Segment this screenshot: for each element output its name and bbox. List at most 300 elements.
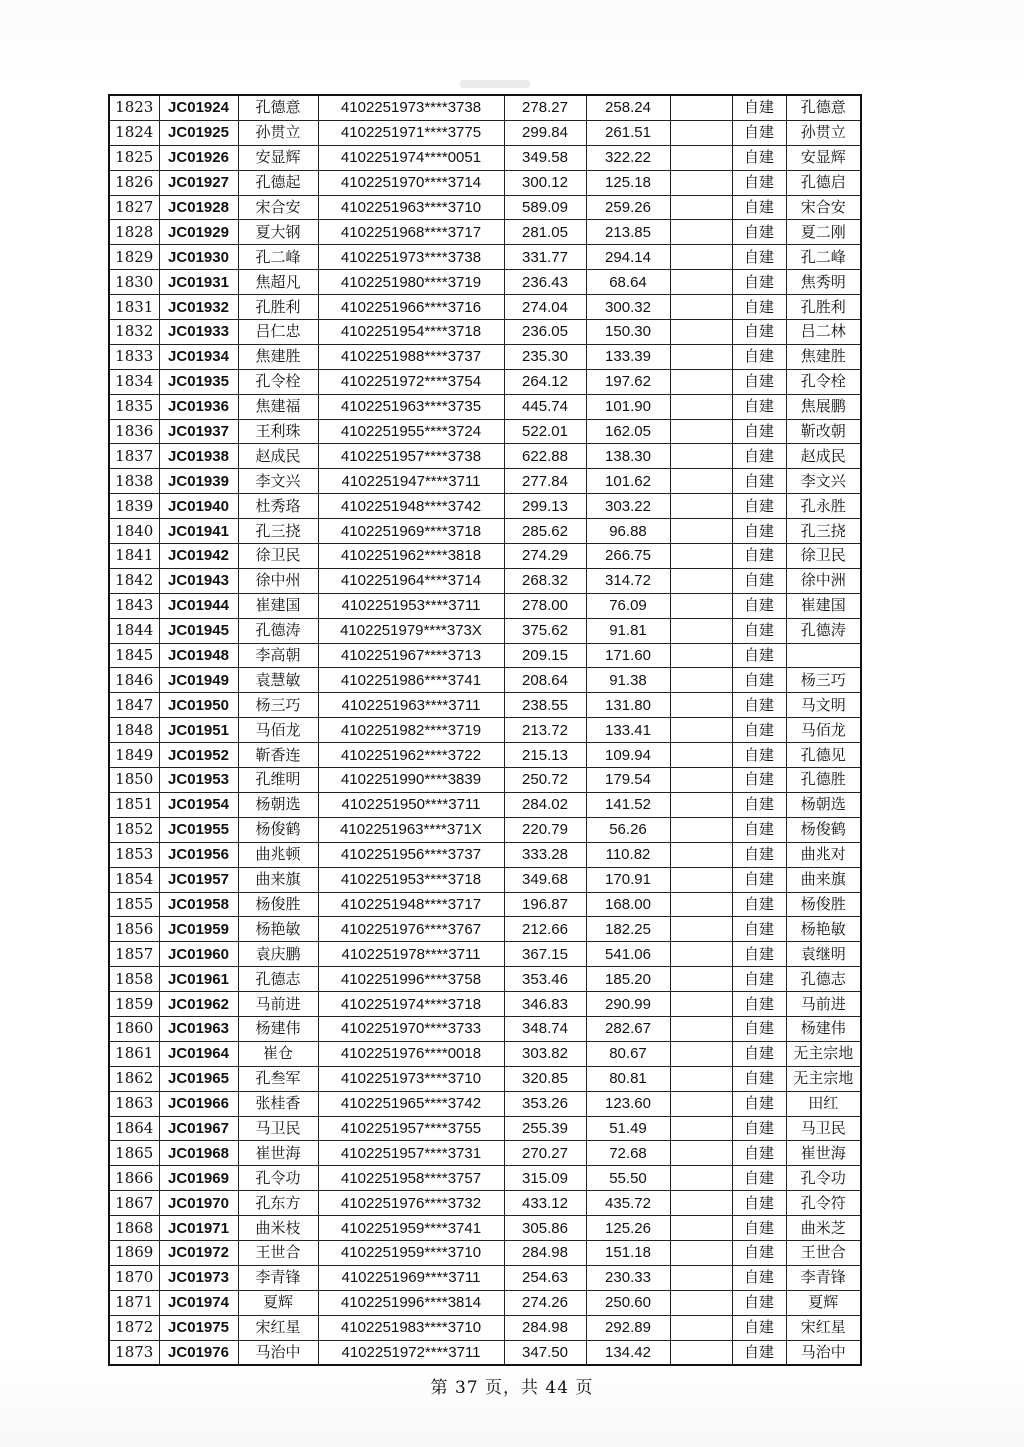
empty-cell xyxy=(670,1016,732,1041)
seq-cell: 1861 xyxy=(109,1041,159,1066)
area-1-cell: 236.05 xyxy=(504,320,586,345)
empty-cell xyxy=(670,892,732,917)
area-2-cell: 141.52 xyxy=(586,792,670,817)
owner-name-cell: 孔令符 xyxy=(786,1191,861,1216)
seq-cell: 1838 xyxy=(109,469,159,494)
parcel-code-cell: JC01951 xyxy=(159,718,238,743)
owner-name-cell: 王世合 xyxy=(786,1240,861,1265)
id-number-cell: 4102251969****3718 xyxy=(318,519,504,544)
id-number-cell: 4102251963****3735 xyxy=(318,394,504,419)
owner-name-cell: 徐中洲 xyxy=(786,568,861,593)
empty-cell xyxy=(670,792,732,817)
id-number-cell: 4102251963****3711 xyxy=(318,693,504,718)
table-row xyxy=(109,1315,861,1340)
seq-cell: 1823 xyxy=(109,95,159,120)
table-row xyxy=(109,469,861,494)
build-type-cell: 自建 xyxy=(732,942,786,967)
owner-name-cell: 孔德见 xyxy=(786,743,861,768)
table-row xyxy=(109,1041,861,1066)
holder-name-cell: 李青锋 xyxy=(238,1265,318,1290)
build-type-cell: 自建 xyxy=(732,95,786,120)
id-number-cell: 4102251955****3724 xyxy=(318,419,504,444)
table-body xyxy=(109,95,861,1365)
id-number-cell: 4102251963****3710 xyxy=(318,195,504,220)
holder-name-cell: 吕仁忠 xyxy=(238,320,318,345)
build-type-cell: 自建 xyxy=(732,1041,786,1066)
page-footer: 第 37 页，共 44 页 xyxy=(430,1378,594,1398)
owner-name-cell: 孔三挠 xyxy=(786,519,861,544)
parcel-code-cell: JC01944 xyxy=(159,593,238,618)
seq-cell: 1870 xyxy=(109,1265,159,1290)
empty-cell xyxy=(670,170,732,195)
owner-name-cell: 吕二林 xyxy=(786,320,861,345)
id-number-cell: 4102251971****3775 xyxy=(318,120,504,145)
build-type-cell: 自建 xyxy=(732,668,786,693)
area-2-cell: 51.49 xyxy=(586,1116,670,1141)
seq-cell: 1853 xyxy=(109,842,159,867)
holder-name-cell: 马佰龙 xyxy=(238,718,318,743)
holder-name-cell: 曲来旗 xyxy=(238,867,318,892)
build-type-cell: 自建 xyxy=(732,1091,786,1116)
empty-cell xyxy=(670,469,732,494)
area-2-cell: 109.94 xyxy=(586,743,670,768)
parcel-code-cell: JC01949 xyxy=(159,668,238,693)
build-type-cell: 自建 xyxy=(732,544,786,569)
id-number-cell: 4102251958****3757 xyxy=(318,1166,504,1191)
table-row xyxy=(109,1091,861,1116)
area-1-cell: 270.27 xyxy=(504,1141,586,1166)
table-row xyxy=(109,95,861,120)
parcel-code-cell: JC01971 xyxy=(159,1216,238,1241)
id-number-cell: 4102251988****3737 xyxy=(318,344,504,369)
id-number-cell: 4102251978****3711 xyxy=(318,942,504,967)
id-number-cell: 4102251976****3767 xyxy=(318,917,504,942)
empty-cell xyxy=(670,320,732,345)
area-1-cell: 353.46 xyxy=(504,967,586,992)
id-number-cell: 4102251948****3742 xyxy=(318,494,504,519)
owner-name-cell: 杨俊鹤 xyxy=(786,817,861,842)
parcel-code-cell: JC01940 xyxy=(159,494,238,519)
id-number-cell: 4102251963****371X xyxy=(318,817,504,842)
holder-name-cell: 孙贯立 xyxy=(238,120,318,145)
holder-name-cell: 孔胜利 xyxy=(238,295,318,320)
seq-cell: 1857 xyxy=(109,942,159,967)
id-number-cell: 4102251979****373X xyxy=(318,618,504,643)
build-type-cell: 自建 xyxy=(732,519,786,544)
empty-cell xyxy=(670,967,732,992)
area-2-cell: 168.00 xyxy=(586,892,670,917)
id-number-cell: 4102251990****3839 xyxy=(318,768,504,793)
area-1-cell: 278.00 xyxy=(504,593,586,618)
seq-cell: 1824 xyxy=(109,120,159,145)
holder-name-cell: 张桂香 xyxy=(238,1091,318,1116)
build-type-cell: 自建 xyxy=(732,1240,786,1265)
area-1-cell: 281.05 xyxy=(504,220,586,245)
owner-name-cell: 无主宗地 xyxy=(786,1041,861,1066)
holder-name-cell: 夏大钢 xyxy=(238,220,318,245)
table-row xyxy=(109,1240,861,1265)
owner-name-cell: 徐卫民 xyxy=(786,544,861,569)
owner-name-cell: 孔令栓 xyxy=(786,369,861,394)
parcel-code-cell: JC01976 xyxy=(159,1340,238,1365)
parcel-code-cell: JC01932 xyxy=(159,295,238,320)
table-row xyxy=(109,668,861,693)
area-1-cell: 445.74 xyxy=(504,394,586,419)
area-2-cell: 138.30 xyxy=(586,444,670,469)
seq-cell: 1851 xyxy=(109,792,159,817)
holder-name-cell: 孔三挠 xyxy=(238,519,318,544)
build-type-cell: 自建 xyxy=(732,320,786,345)
holder-name-cell: 焦建福 xyxy=(238,394,318,419)
area-1-cell: 236.43 xyxy=(504,270,586,295)
owner-name-cell: 孔永胜 xyxy=(786,494,861,519)
area-1-cell: 208.64 xyxy=(504,668,586,693)
table-row xyxy=(109,444,861,469)
owner-name-cell: 崔建国 xyxy=(786,593,861,618)
owner-name-cell: 孔令功 xyxy=(786,1166,861,1191)
area-1-cell: 196.87 xyxy=(504,892,586,917)
owner-name-cell: 马前进 xyxy=(786,992,861,1017)
parcel-code-cell: JC01955 xyxy=(159,817,238,842)
holder-name-cell: 王世合 xyxy=(238,1240,318,1265)
table-row xyxy=(109,593,861,618)
parcel-code-cell: JC01924 xyxy=(159,95,238,120)
scan-smudge xyxy=(460,80,530,88)
area-1-cell: 213.72 xyxy=(504,718,586,743)
holder-name-cell: 马治中 xyxy=(238,1340,318,1365)
area-1-cell: 278.27 xyxy=(504,95,586,120)
seq-cell: 1841 xyxy=(109,544,159,569)
holder-name-cell: 孔东方 xyxy=(238,1191,318,1216)
seq-cell: 1860 xyxy=(109,1016,159,1041)
area-1-cell: 274.26 xyxy=(504,1290,586,1315)
holder-name-cell: 孔德志 xyxy=(238,967,318,992)
parcel-code-cell: JC01972 xyxy=(159,1240,238,1265)
seq-cell: 1835 xyxy=(109,394,159,419)
area-2-cell: 197.62 xyxy=(586,369,670,394)
build-type-cell: 自建 xyxy=(732,369,786,394)
parcel-code-cell: JC01956 xyxy=(159,842,238,867)
empty-cell xyxy=(670,1240,732,1265)
holder-name-cell: 杨俊鹤 xyxy=(238,817,318,842)
seq-cell: 1830 xyxy=(109,270,159,295)
seq-cell: 1831 xyxy=(109,295,159,320)
owner-name-cell: 孔德涛 xyxy=(786,618,861,643)
area-2-cell: 303.22 xyxy=(586,494,670,519)
owner-name-cell: 孔德志 xyxy=(786,967,861,992)
land-roster-table xyxy=(108,94,862,1366)
build-type-cell: 自建 xyxy=(732,842,786,867)
area-1-cell: 285.62 xyxy=(504,519,586,544)
owner-name-cell: 孔二峰 xyxy=(786,245,861,270)
parcel-code-cell: JC01941 xyxy=(159,519,238,544)
seq-cell: 1827 xyxy=(109,195,159,220)
holder-name-cell: 宋合安 xyxy=(238,195,318,220)
empty-cell xyxy=(670,1041,732,1066)
holder-name-cell: 孔令栓 xyxy=(238,369,318,394)
seq-cell: 1843 xyxy=(109,593,159,618)
empty-cell xyxy=(670,1166,732,1191)
area-1-cell: 353.26 xyxy=(504,1091,586,1116)
owner-name-cell: 安显辉 xyxy=(786,145,861,170)
area-2-cell: 294.14 xyxy=(586,245,670,270)
area-2-cell: 541.06 xyxy=(586,942,670,967)
area-2-cell: 91.38 xyxy=(586,668,670,693)
holder-name-cell: 李文兴 xyxy=(238,469,318,494)
seq-cell: 1872 xyxy=(109,1315,159,1340)
parcel-code-cell: JC01967 xyxy=(159,1116,238,1141)
owner-name-cell: 宋红星 xyxy=(786,1315,861,1340)
build-type-cell: 自建 xyxy=(732,743,786,768)
seq-cell: 1828 xyxy=(109,220,159,245)
seq-cell: 1864 xyxy=(109,1116,159,1141)
holder-name-cell: 徐中州 xyxy=(238,568,318,593)
build-type-cell: 自建 xyxy=(732,494,786,519)
table-row xyxy=(109,942,861,967)
build-type-cell: 自建 xyxy=(732,220,786,245)
table-row xyxy=(109,1290,861,1315)
owner-name-cell: 宋合安 xyxy=(786,195,861,220)
parcel-code-cell: JC01929 xyxy=(159,220,238,245)
holder-name-cell: 孔二峰 xyxy=(238,245,318,270)
area-2-cell: 101.90 xyxy=(586,394,670,419)
holder-name-cell: 焦超凡 xyxy=(238,270,318,295)
area-2-cell: 182.25 xyxy=(586,917,670,942)
area-2-cell: 322.22 xyxy=(586,145,670,170)
seq-cell: 1832 xyxy=(109,320,159,345)
id-number-cell: 4102251980****3719 xyxy=(318,270,504,295)
table-row xyxy=(109,1116,861,1141)
empty-cell xyxy=(670,842,732,867)
table-row xyxy=(109,1166,861,1191)
owner-name-cell: 曲来旗 xyxy=(786,867,861,892)
empty-cell xyxy=(670,519,732,544)
build-type-cell: 自建 xyxy=(732,618,786,643)
seq-cell: 1869 xyxy=(109,1240,159,1265)
area-1-cell: 284.98 xyxy=(504,1315,586,1340)
parcel-code-cell: JC01925 xyxy=(159,120,238,145)
seq-cell: 1844 xyxy=(109,618,159,643)
build-type-cell: 自建 xyxy=(732,120,786,145)
owner-name-cell xyxy=(786,643,861,668)
empty-cell xyxy=(670,444,732,469)
area-2-cell: 80.81 xyxy=(586,1066,670,1091)
area-2-cell: 290.99 xyxy=(586,992,670,1017)
holder-name-cell: 马卫民 xyxy=(238,1116,318,1141)
empty-cell xyxy=(670,295,732,320)
build-type-cell: 自建 xyxy=(732,817,786,842)
area-1-cell: 268.32 xyxy=(504,568,586,593)
table-row xyxy=(109,967,861,992)
build-type-cell: 自建 xyxy=(732,1116,786,1141)
parcel-code-cell: JC01970 xyxy=(159,1191,238,1216)
area-2-cell: 435.72 xyxy=(586,1191,670,1216)
seq-cell: 1862 xyxy=(109,1066,159,1091)
id-number-cell: 4102251954****3718 xyxy=(318,320,504,345)
holder-name-cell: 崔世海 xyxy=(238,1141,318,1166)
empty-cell xyxy=(670,1066,732,1091)
area-2-cell: 261.51 xyxy=(586,120,670,145)
build-type-cell: 自建 xyxy=(732,1265,786,1290)
area-2-cell: 162.05 xyxy=(586,419,670,444)
table-row xyxy=(109,693,861,718)
area-1-cell: 255.39 xyxy=(504,1116,586,1141)
parcel-code-cell: JC01963 xyxy=(159,1016,238,1041)
build-type-cell: 自建 xyxy=(732,270,786,295)
table-row xyxy=(109,768,861,793)
build-type-cell: 自建 xyxy=(732,593,786,618)
table-row xyxy=(109,120,861,145)
owner-name-cell: 赵成民 xyxy=(786,444,861,469)
owner-name-cell: 马卫民 xyxy=(786,1116,861,1141)
id-number-cell: 4102251976****3732 xyxy=(318,1191,504,1216)
area-1-cell: 622.88 xyxy=(504,444,586,469)
area-2-cell: 179.54 xyxy=(586,768,670,793)
table-row xyxy=(109,1016,861,1041)
area-1-cell: 375.62 xyxy=(504,618,586,643)
table-row xyxy=(109,842,861,867)
id-number-cell: 4102251953****3718 xyxy=(318,867,504,892)
holder-name-cell: 杜秀珞 xyxy=(238,494,318,519)
owner-name-cell: 孔德胜 xyxy=(786,768,861,793)
area-1-cell: 274.29 xyxy=(504,544,586,569)
id-number-cell: 4102251964****3714 xyxy=(318,568,504,593)
area-2-cell: 56.26 xyxy=(586,817,670,842)
holder-name-cell: 宋红星 xyxy=(238,1315,318,1340)
owner-name-cell: 李青锋 xyxy=(786,1265,861,1290)
empty-cell xyxy=(670,1290,732,1315)
area-2-cell: 282.67 xyxy=(586,1016,670,1041)
holder-name-cell: 杨建伟 xyxy=(238,1016,318,1041)
holder-name-cell: 袁庆鹏 xyxy=(238,942,318,967)
build-type-cell: 自建 xyxy=(732,469,786,494)
holder-name-cell: 袁慧敏 xyxy=(238,668,318,693)
seq-cell: 1863 xyxy=(109,1091,159,1116)
table-row xyxy=(109,170,861,195)
build-type-cell: 自建 xyxy=(732,394,786,419)
table-row xyxy=(109,245,861,270)
area-2-cell: 171.60 xyxy=(586,643,670,668)
empty-cell xyxy=(670,1091,732,1116)
id-number-cell: 4102251968****3717 xyxy=(318,220,504,245)
id-number-cell: 4102251974****3718 xyxy=(318,992,504,1017)
seq-cell: 1847 xyxy=(109,693,159,718)
build-type-cell: 自建 xyxy=(732,145,786,170)
seq-cell: 1850 xyxy=(109,768,159,793)
area-1-cell: 315.09 xyxy=(504,1166,586,1191)
id-number-cell: 4102251959****3710 xyxy=(318,1240,504,1265)
holder-name-cell: 孔德涛 xyxy=(238,618,318,643)
empty-cell xyxy=(670,394,732,419)
parcel-code-cell: JC01942 xyxy=(159,544,238,569)
parcel-code-cell: JC01968 xyxy=(159,1141,238,1166)
seq-cell: 1826 xyxy=(109,170,159,195)
seq-cell: 1867 xyxy=(109,1191,159,1216)
seq-cell: 1845 xyxy=(109,643,159,668)
id-number-cell: 4102251976****0018 xyxy=(318,1041,504,1066)
table-row xyxy=(109,544,861,569)
build-type-cell: 自建 xyxy=(732,1066,786,1091)
area-1-cell: 220.79 xyxy=(504,817,586,842)
id-number-cell: 4102251973****3738 xyxy=(318,95,504,120)
owner-name-cell: 马佰龙 xyxy=(786,718,861,743)
seq-cell: 1842 xyxy=(109,568,159,593)
area-1-cell: 333.28 xyxy=(504,842,586,867)
parcel-code-cell: JC01960 xyxy=(159,942,238,967)
empty-cell xyxy=(670,120,732,145)
area-1-cell: 284.02 xyxy=(504,792,586,817)
area-2-cell: 258.24 xyxy=(586,95,670,120)
parcel-code-cell: JC01966 xyxy=(159,1091,238,1116)
owner-name-cell: 靳改朝 xyxy=(786,419,861,444)
seq-cell: 1855 xyxy=(109,892,159,917)
build-type-cell: 自建 xyxy=(732,170,786,195)
owner-name-cell: 袁继明 xyxy=(786,942,861,967)
parcel-code-cell: JC01945 xyxy=(159,618,238,643)
holder-name-cell: 王利珠 xyxy=(238,419,318,444)
parcel-code-cell: JC01938 xyxy=(159,444,238,469)
area-2-cell: 259.26 xyxy=(586,195,670,220)
parcel-code-cell: JC01975 xyxy=(159,1315,238,1340)
owner-name-cell: 崔世海 xyxy=(786,1141,861,1166)
id-number-cell: 4102251973****3738 xyxy=(318,245,504,270)
area-2-cell: 76.09 xyxy=(586,593,670,618)
id-number-cell: 4102251970****3714 xyxy=(318,170,504,195)
empty-cell xyxy=(670,1191,732,1216)
parcel-code-cell: JC01934 xyxy=(159,344,238,369)
id-number-cell: 4102251973****3710 xyxy=(318,1066,504,1091)
empty-cell xyxy=(670,245,732,270)
build-type-cell: 自建 xyxy=(732,992,786,1017)
owner-name-cell: 孔胜利 xyxy=(786,295,861,320)
table-row xyxy=(109,1141,861,1166)
build-type-cell: 自建 xyxy=(732,245,786,270)
table-row xyxy=(109,270,861,295)
seq-cell: 1868 xyxy=(109,1216,159,1241)
parcel-code-cell: JC01969 xyxy=(159,1166,238,1191)
seq-cell: 1871 xyxy=(109,1290,159,1315)
id-number-cell: 4102251957****3755 xyxy=(318,1116,504,1141)
table-row xyxy=(109,643,861,668)
table-row xyxy=(109,494,861,519)
holder-name-cell: 杨朝选 xyxy=(238,792,318,817)
holder-name-cell: 崔建国 xyxy=(238,593,318,618)
table-row xyxy=(109,519,861,544)
id-number-cell: 4102251996****3814 xyxy=(318,1290,504,1315)
holder-name-cell: 孔维明 xyxy=(238,768,318,793)
seq-cell: 1846 xyxy=(109,668,159,693)
area-2-cell: 170.91 xyxy=(586,867,670,892)
build-type-cell: 自建 xyxy=(732,1216,786,1241)
area-1-cell: 254.63 xyxy=(504,1265,586,1290)
area-2-cell: 68.64 xyxy=(586,270,670,295)
empty-cell xyxy=(670,942,732,967)
area-1-cell: 320.85 xyxy=(504,1066,586,1091)
parcel-code-cell: JC01959 xyxy=(159,917,238,942)
empty-cell xyxy=(670,1216,732,1241)
build-type-cell: 自建 xyxy=(732,917,786,942)
build-type-cell: 自建 xyxy=(732,768,786,793)
parcel-code-cell: JC01927 xyxy=(159,170,238,195)
seq-cell: 1840 xyxy=(109,519,159,544)
empty-cell xyxy=(670,668,732,693)
holder-name-cell: 李高朝 xyxy=(238,643,318,668)
parcel-code-cell: JC01957 xyxy=(159,867,238,892)
area-1-cell: 522.01 xyxy=(504,419,586,444)
area-2-cell: 133.39 xyxy=(586,344,670,369)
owner-name-cell: 焦展鹏 xyxy=(786,394,861,419)
owner-name-cell: 焦建胜 xyxy=(786,344,861,369)
